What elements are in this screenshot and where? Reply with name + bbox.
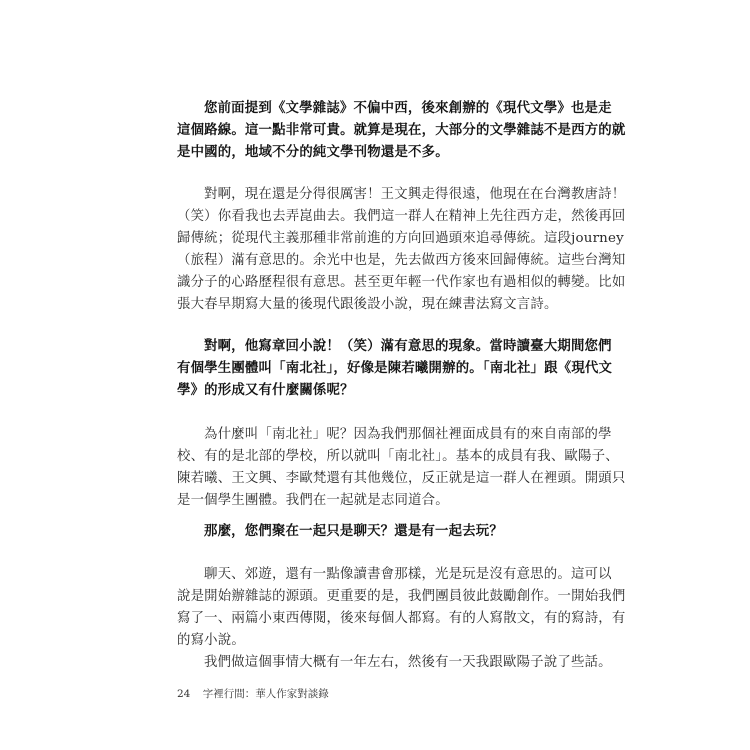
- page-footer: [177, 686, 329, 701]
- text-line: 我們做這個事情大概有一年左右，然後有一天我跟歐陽子說了些話。: [204, 655, 612, 670]
- text-line: 識分子的心路歷程很有意思。甚至更年輕一代作家也有過相似的轉變。比如: [177, 275, 626, 290]
- text-line: （旅程）滿有意思的。余光中也是，先去做西方後來回歸傳統。這些台灣知: [177, 253, 626, 268]
- text-line: 校、有的是北部的學校，所以就叫「南北社」。基本的成員有我、歐陽子、: [177, 449, 619, 464]
- author-answer-2: [177, 424, 626, 512]
- interviewer-question-3: [177, 521, 577, 543]
- page-number: 24: [177, 688, 191, 700]
- text-line: 對啊，他寫章回小說！（笑）滿有意思的現象。當時讀臺大期間您們: [204, 339, 612, 354]
- text-line: 的寫小說。: [177, 633, 245, 648]
- text-line: （笑）你看我也去弄崑曲去。我們這一群人在精神上先往西方走，然後再回: [177, 209, 626, 224]
- text-line: 學》的形成又有什麼關係呢？: [177, 383, 354, 398]
- text-line: 這個路線。這一點非常可貴。就算是現在，大部分的文學雜誌不是西方的就: [177, 123, 626, 138]
- author-answer-1: [177, 184, 626, 316]
- interviewer-question-2: [177, 336, 613, 402]
- author-answer-3: [177, 564, 626, 674]
- text-line: 您前面提到《文學雜誌》不偏中西，後來創辦的《現代文學》也是走: [204, 101, 612, 116]
- text-line: 陳若曦、王文興、李歐梵還有其他幾位，反正就是這一群人在裡頭。開頭只: [177, 471, 626, 486]
- text-line: 聊天、郊遊，還有一點像讀書會那樣，光是玩是沒有意思的。這可以: [204, 567, 612, 582]
- running-book-title: 字裡行間：華人作家對談錄: [202, 688, 329, 700]
- text-line: 對啊，現在還是分得很厲害！王文興走得很遠，他現在在台灣教唐詩！: [204, 187, 626, 202]
- text-line: 說是開始辦雜誌的源頭。更重要的是，我們團員彼此鼓勵創作。一開始我們: [177, 589, 626, 604]
- text-line: 歸傳統；從現代主義那種非常前進的方向回過頭來追尋傳統。這段journey: [177, 231, 624, 246]
- text-line: 是一個學生團體。我們在一起就是志同道合。: [177, 493, 449, 508]
- text-line: 那麼，您們聚在一起只是聊天？還是有一起去玩？: [204, 524, 503, 539]
- text-line: 寫了一、兩篇小東西傳閱，後來每個人都寫。有的人寫散文，有的寫詩，有: [177, 611, 626, 626]
- text-line: 張大春早期寫大量的後現代跟後設小說，現在練書法寫文言詩。: [177, 297, 558, 312]
- interviewer-question-1: [177, 98, 626, 164]
- text-line: 有個學生團體叫「南北社」，好像是陳若曦開辦的。「南北社」跟《現代文: [177, 361, 613, 376]
- text-line: 為什麼叫「南北社」呢？因為我們那個社裡面成員有的來自南部的學: [204, 427, 612, 442]
- text-line: 是中國的，地域不分的純文學刊物還是不多。: [177, 145, 449, 160]
